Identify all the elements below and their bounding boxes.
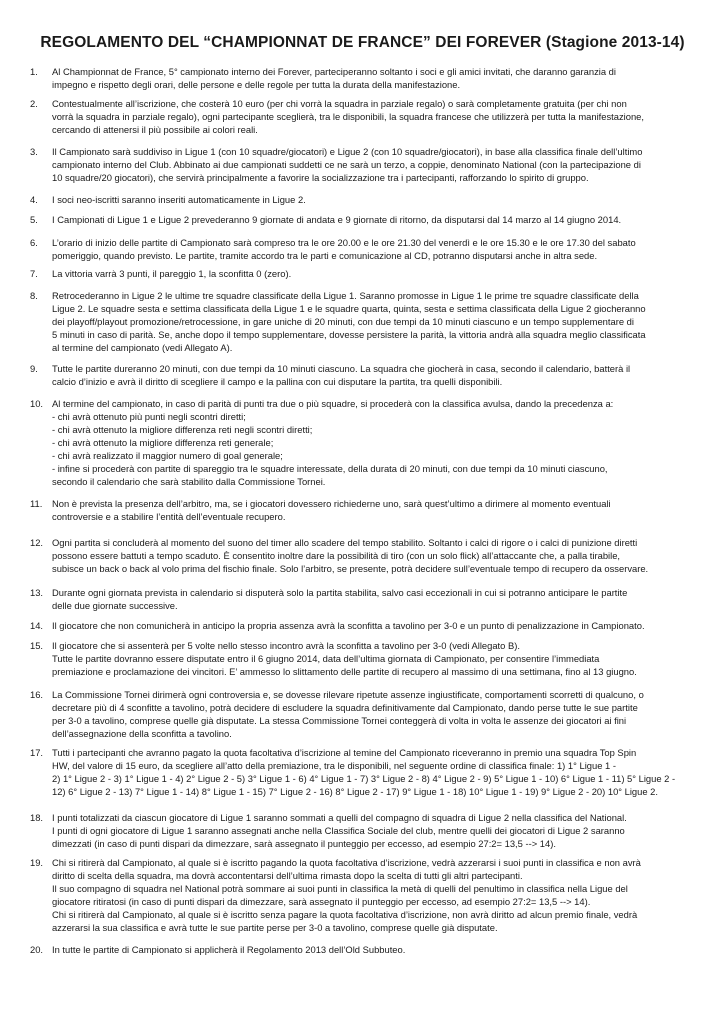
rule-item [30, 193, 702, 206]
rule-line: HW, del valore di 15 euro, da scegliere all’atto della premiazione, tra le disponibili, nel seguente ordine di classifica finale: 1) 1° Ligue 1 - [52, 760, 616, 771]
rule-line: Il Campionato sarà suddiviso in Ligue 1 (con 10 squadre/giocatori) e Ligue 2 (con 10 squadre/giocatori), in base alla classifica finale dell’ultimo [52, 146, 643, 157]
rule-line: dimezzati (in caso di punti dispari da dimezzare, sarà assegnato il punteggio per eccesso, ad esempio 27:2= 13,5 --> 14). [52, 838, 556, 849]
rule-number: 8. [30, 290, 38, 301]
rule-line: Ligue 2. Le squadre sesta e settima classificata della Ligue 1 e le squadre quarta, quinta, sesta e settima classificata della Ligue 2 giocheranno [52, 303, 646, 314]
rule-number: 19. [30, 857, 44, 868]
rule-text [52, 213, 702, 226]
rule-line: - chi avrà ottenuto la migliore differenza reti negli scontri diretti; [52, 424, 313, 435]
rule-item [30, 536, 702, 575]
rule-number: 2. [30, 98, 38, 109]
rule-item [30, 397, 702, 488]
rule-line: Chi si ritirerà dal Campionato, al quale si è iscritto senza pagare la quota facoltativa d’iscrizione, non avrà diritto ad alcun premio finale, vedrà [52, 909, 638, 920]
rule-text [52, 746, 702, 798]
rule-line: Durante ogni giornata prevista in calendario si disputerà solo la partita stabilita, salvo casi eccezionali in cui si potranno anticipare le partite [52, 587, 628, 598]
rule-number: 5. [30, 214, 38, 225]
rule-line: I punti totalizzati da ciascun giocatore di Ligue 1 saranno sommati a quelli del compagno di squadra di Ligue 2 nella classifica del National. [52, 812, 627, 823]
rule-text [52, 362, 702, 388]
rule-item [30, 289, 702, 354]
rule-number: 4. [30, 194, 38, 205]
rule-line: Tutte le partite dureranno 20 minuti, con due tempi da 10 minuti ciascuno. La squadra che giocherà in casa, secondo il calendario, batterà il [52, 363, 631, 374]
rule-text [52, 688, 702, 740]
rule-text [52, 619, 702, 632]
rule-line: dei playoff/playout promozione/retrocessione, in gare uniche di 20 minuti, con due tempi da 10 minuti ciascuno e un tempo supplementare di [52, 316, 634, 327]
rule-text [52, 289, 702, 354]
rule-line: - infine si procederà con partite di spareggio tra le squadre interessate, della durata di 20 minuti, con due tempi da 10 minuti ciascuno, [52, 463, 608, 474]
rule-line: impegno e rispetto degli orari, delle persone e delle regole per tutta la durata della manifestazione. [52, 79, 461, 90]
rule-line: 2) 1° Ligue 2 - 3) 1° Ligue 1 - 4) 2° Ligue 2 - 5) 3° Ligue 1 - 6) 4° Ligue 1 - 7) 3° Ligue 2 - 8) 4° Ligue 2 - 9) 5° Ligue 1 - 10) 6° Ligue 1 - 11) 5° Ligue 2 - [52, 773, 676, 784]
rule-line: Tutti i partecipanti che avranno pagato la quota facoltativa d’iscrizione al temine del Campionato riceveranno in premio una squadra Top Spin [52, 747, 637, 758]
rule-line: premiazione e proclamazione dei vincitori. E’ ammesso lo slittamento delle partite di recupero al massimo di una settimana, fino al 13 giugno. [52, 666, 637, 677]
rule-item [30, 639, 702, 678]
rule-number: 16. [30, 689, 44, 700]
rule-line: Al termine del campionato, in caso di parità di punti tra due o più squadre, si procederà con la classifica avulsa, dando la precedenza a: [52, 398, 614, 409]
rule-text [52, 811, 702, 850]
rule-number: 10. [30, 398, 44, 409]
rule-number: 15. [30, 640, 44, 651]
rule-item [30, 97, 702, 136]
rule-number: 11. [30, 498, 43, 509]
rule-item [30, 497, 702, 523]
rule-line: Retrocederanno in Ligue 2 le ultime tre squadre classificate della Ligue 1. Saranno promosse in Ligue 1 le prime tre squadre classificate della [52, 290, 639, 301]
rule-line: giocatore ritiratosi (in caso di punti dispari da dimezzare, sarà assegnato il punteggio per eccesso, ad esempio 27:2= 13,5 --> 14). [52, 896, 591, 907]
rule-item [30, 236, 702, 262]
rule-text [52, 639, 702, 678]
rule-number: 7. [30, 268, 38, 279]
rule-line: 12) 6° Ligue 2 - 13) 7° Ligue 1 - 14) 8° Ligue 1 - 15) 7° Ligue 2 - 16) 8° Ligue 2 - 17) 9° Ligue 1 - 18) 10° Ligue 1 - 19) 9° Ligue 2 - 20) 10° Ligue 2. [52, 786, 658, 797]
rule-line: Contestualmente all’iscrizione, che costerà 10 euro (per chi vorrà la squadra in parziale regalo) o sarà completamente gratuita (per chi non [52, 98, 627, 109]
rule-line: pomeriggio, quando previsto. Le partite, tramite accordo tra le parti e comunicazione al CD, potranno disputarsi anche in altra sede. [52, 250, 598, 261]
rule-line: Chi si ritirerà dal Campionato, al quale si è iscritto pagando la quota facoltativa d’iscrizione, vedrà azzerarsi i suoi punti in classifica e non avrà [52, 857, 641, 868]
rule-text [52, 97, 702, 136]
rule-line: Al Championnat de France, 5° campionato interno dei Forever, parteciperanno soltanto i soci e gli amici invitati, che daranno garanzia di [52, 66, 616, 77]
rule-line: Tutte le partite dovranno essere disputate entro il 6 giugno 2014, data dell’ultima giornata di Campionato, per consentire l’immediata [52, 653, 600, 664]
rule-item [30, 65, 702, 91]
rule-line: cercando di attenersi il più possibile ai colori reali. [52, 124, 258, 135]
rule-line: La Commissione Tornei dirimerà ogni controversia e, se dovesse rilevare ripetute assenze ingiustificate, comportamenti scorretti di qualcuno, o [52, 689, 644, 700]
rule-line: Il giocatore che non comunicherà in anticipo la propria assenza avrà la sconfitta a tavolino per 3-0 e un punto di penalizzazione in Campionato. [52, 620, 645, 631]
rule-line: Il suo compagno di squadra nel National potrà sommare ai suoi punti in classifica la metà di quelli del penultimo in classifica nella Ligue del [52, 883, 628, 894]
rule-number: 14. [30, 620, 44, 631]
rule-number: 13. [30, 587, 44, 598]
rule-number: 18. [30, 812, 44, 823]
rule-item [30, 619, 702, 632]
rule-line: 5 minuti in caso di parità. Se, anche dopo il tempo supplementare, dovesse persistere la parità, la vittoria andrà alla squadra meglio classificata [52, 329, 646, 340]
rule-line: delle due giornate successive. [52, 600, 178, 611]
rule-item [30, 145, 702, 184]
rule-line: azzerarsi la sua classifica e avrà tutte le sue partite perse per 3-0 a tavolino, comprese quelle già disputate. [52, 922, 498, 933]
rule-line: secondo il calendario che sarà stabilito dalla Commissione Tornei. [52, 476, 326, 487]
rule-text [52, 145, 702, 184]
rule-number: 17. [30, 747, 44, 758]
rule-line: calcio d’inizio e avrà il diritto di scegliere il campo e la pallina con cui disputare la partita, tra quelli disponibili. [52, 376, 503, 387]
document-title: REGOLAMENTO DEL “CHAMPIONNAT DE FRANCE” DEI FOREVER (Stagione 2013-14) [40, 34, 685, 51]
rule-line: campionato interno del Club. Abbinato ai due campionati suddetti ce ne sarà un terzo, a coppie, denominato National (con la partecipazione di [52, 159, 641, 170]
rule-item [30, 746, 702, 798]
rule-number: 9. [30, 363, 38, 374]
rule-line: possono essere battuti a tempo scaduto. È consentito inoltre dare la possibilità di tiro (con un solo flick) all’attaccante che, a palla tirabile, [52, 550, 621, 561]
rule-text [52, 497, 702, 523]
rule-item [30, 362, 702, 388]
rule-line: diritto di scelta della squadra, ma dovrà accontentarsi dell’ultima rimasta dopo la scelta di tutti gli altri partecipanti. [52, 870, 523, 881]
rule-text [52, 536, 702, 575]
rule-line: dell’assegnazione della sconfitta a tavolino. [52, 728, 232, 739]
rule-text [52, 586, 702, 612]
rule-line: decretare più di 4 sconfitte a tavolino, potrà decidere di escludere la squadra definitivamente dal Campionato, dando perse tutte le sue partite [52, 702, 638, 713]
rule-item [30, 811, 702, 850]
rule-line: - chi avrà ottenuto più punti negli scontri diretti; [52, 411, 246, 422]
rule-text [52, 236, 702, 262]
rule-number: 12. [30, 537, 44, 548]
rule-text [52, 856, 702, 934]
rule-number: 1. [30, 66, 38, 77]
rule-number: 20. [30, 944, 44, 955]
rule-text [52, 193, 702, 206]
rule-item [30, 943, 702, 956]
rule-line: controversie e a stabilire l’entità dell’eventuale recupero. [52, 511, 286, 522]
rule-text [52, 943, 702, 956]
rule-item [30, 586, 702, 612]
rule-line: al termine del campionato (vedi Allegato A). [52, 342, 233, 353]
rule-line: per 3-0 a tavolino, comprese quelle già disputate. La stessa Commissione Tornei conteggerà di volta in volta le assenze dei giocatori ai fini [52, 715, 627, 726]
rule-line: In tutte le partite di Campionato si applicherà il Regolamento 2013 dell’Old Subbuteo. [52, 944, 406, 955]
rule-line: subisce un back o back al volo prima del fischio finale. Solo l’arbitro, se presente, potrà decidere sull’eventuale tempo di recupero da osservare. [52, 563, 649, 574]
rule-item [30, 267, 702, 280]
rule-line: Il giocatore che si assenterà per 5 volte nello stesso incontro avrà la sconfitta a tavolino per 3-0 (vedi Allegato B). [52, 640, 520, 651]
rule-line: I Campionati di Ligue 1 e Ligue 2 prevederanno 9 giornate di andata e 9 giornate di ritorno, da disputarsi dal 14 marzo al 14 giugno 2014. [52, 214, 622, 225]
rule-line: L’orario di inizio delle partite di Campionato sarà compreso tra le ore 20.00 e le ore 21.30 del venerdì e le ore 15.30 e le ore 17.30 del sabato [52, 237, 636, 248]
rule-line: Ogni partita si concluderà al momento del suono del timer allo scadere del tempo stabilito. Soltanto i calci di rigore o i calci di punizione diretti [52, 537, 638, 548]
rule-item [30, 213, 702, 226]
rule-number: 6. [30, 237, 38, 248]
rule-line: Non è prevista la presenza dell’arbitro, ma, se i giocatori dovessero richiederne uno, sarà quest’ultimo a dirimere al momento eventuali [52, 498, 611, 509]
rule-text [52, 65, 702, 91]
rule-line: - chi avrà realizzato il maggior numero di goal generale; [52, 450, 283, 461]
rule-line: vorrà la squadra in parziale regalo), ogni partecipante sceglierà, tra le disponibili, la squadra francese che utilizzerà per tutta la manifestazione, [52, 111, 644, 122]
rule-item [30, 688, 702, 740]
rule-line: 10 squadre/20 giocatori), che servirà principalmente a favorire la socializzazione tra i partecipanti, rafforzando lo spirito di gruppo. [52, 172, 589, 183]
rule-item [30, 856, 702, 934]
rule-number: 3. [30, 146, 38, 157]
rule-line: I soci neo-iscritti saranno inseriti automaticamente in Ligue 2. [52, 194, 306, 205]
rule-line: La vittoria varrà 3 punti, il pareggio 1, la sconfitta 0 (zero). [52, 268, 292, 279]
rule-line: - chi avrà ottenuto la migliore differenza reti generale; [52, 437, 274, 448]
rule-text [52, 267, 702, 280]
rule-text [52, 397, 702, 488]
rule-line: I punti di ogni giocatore di Ligue 1 saranno assegnati anche nella Classifica Sociale del club, mentre quelli dei giocatori di Ligue 2 saranno [52, 825, 625, 836]
